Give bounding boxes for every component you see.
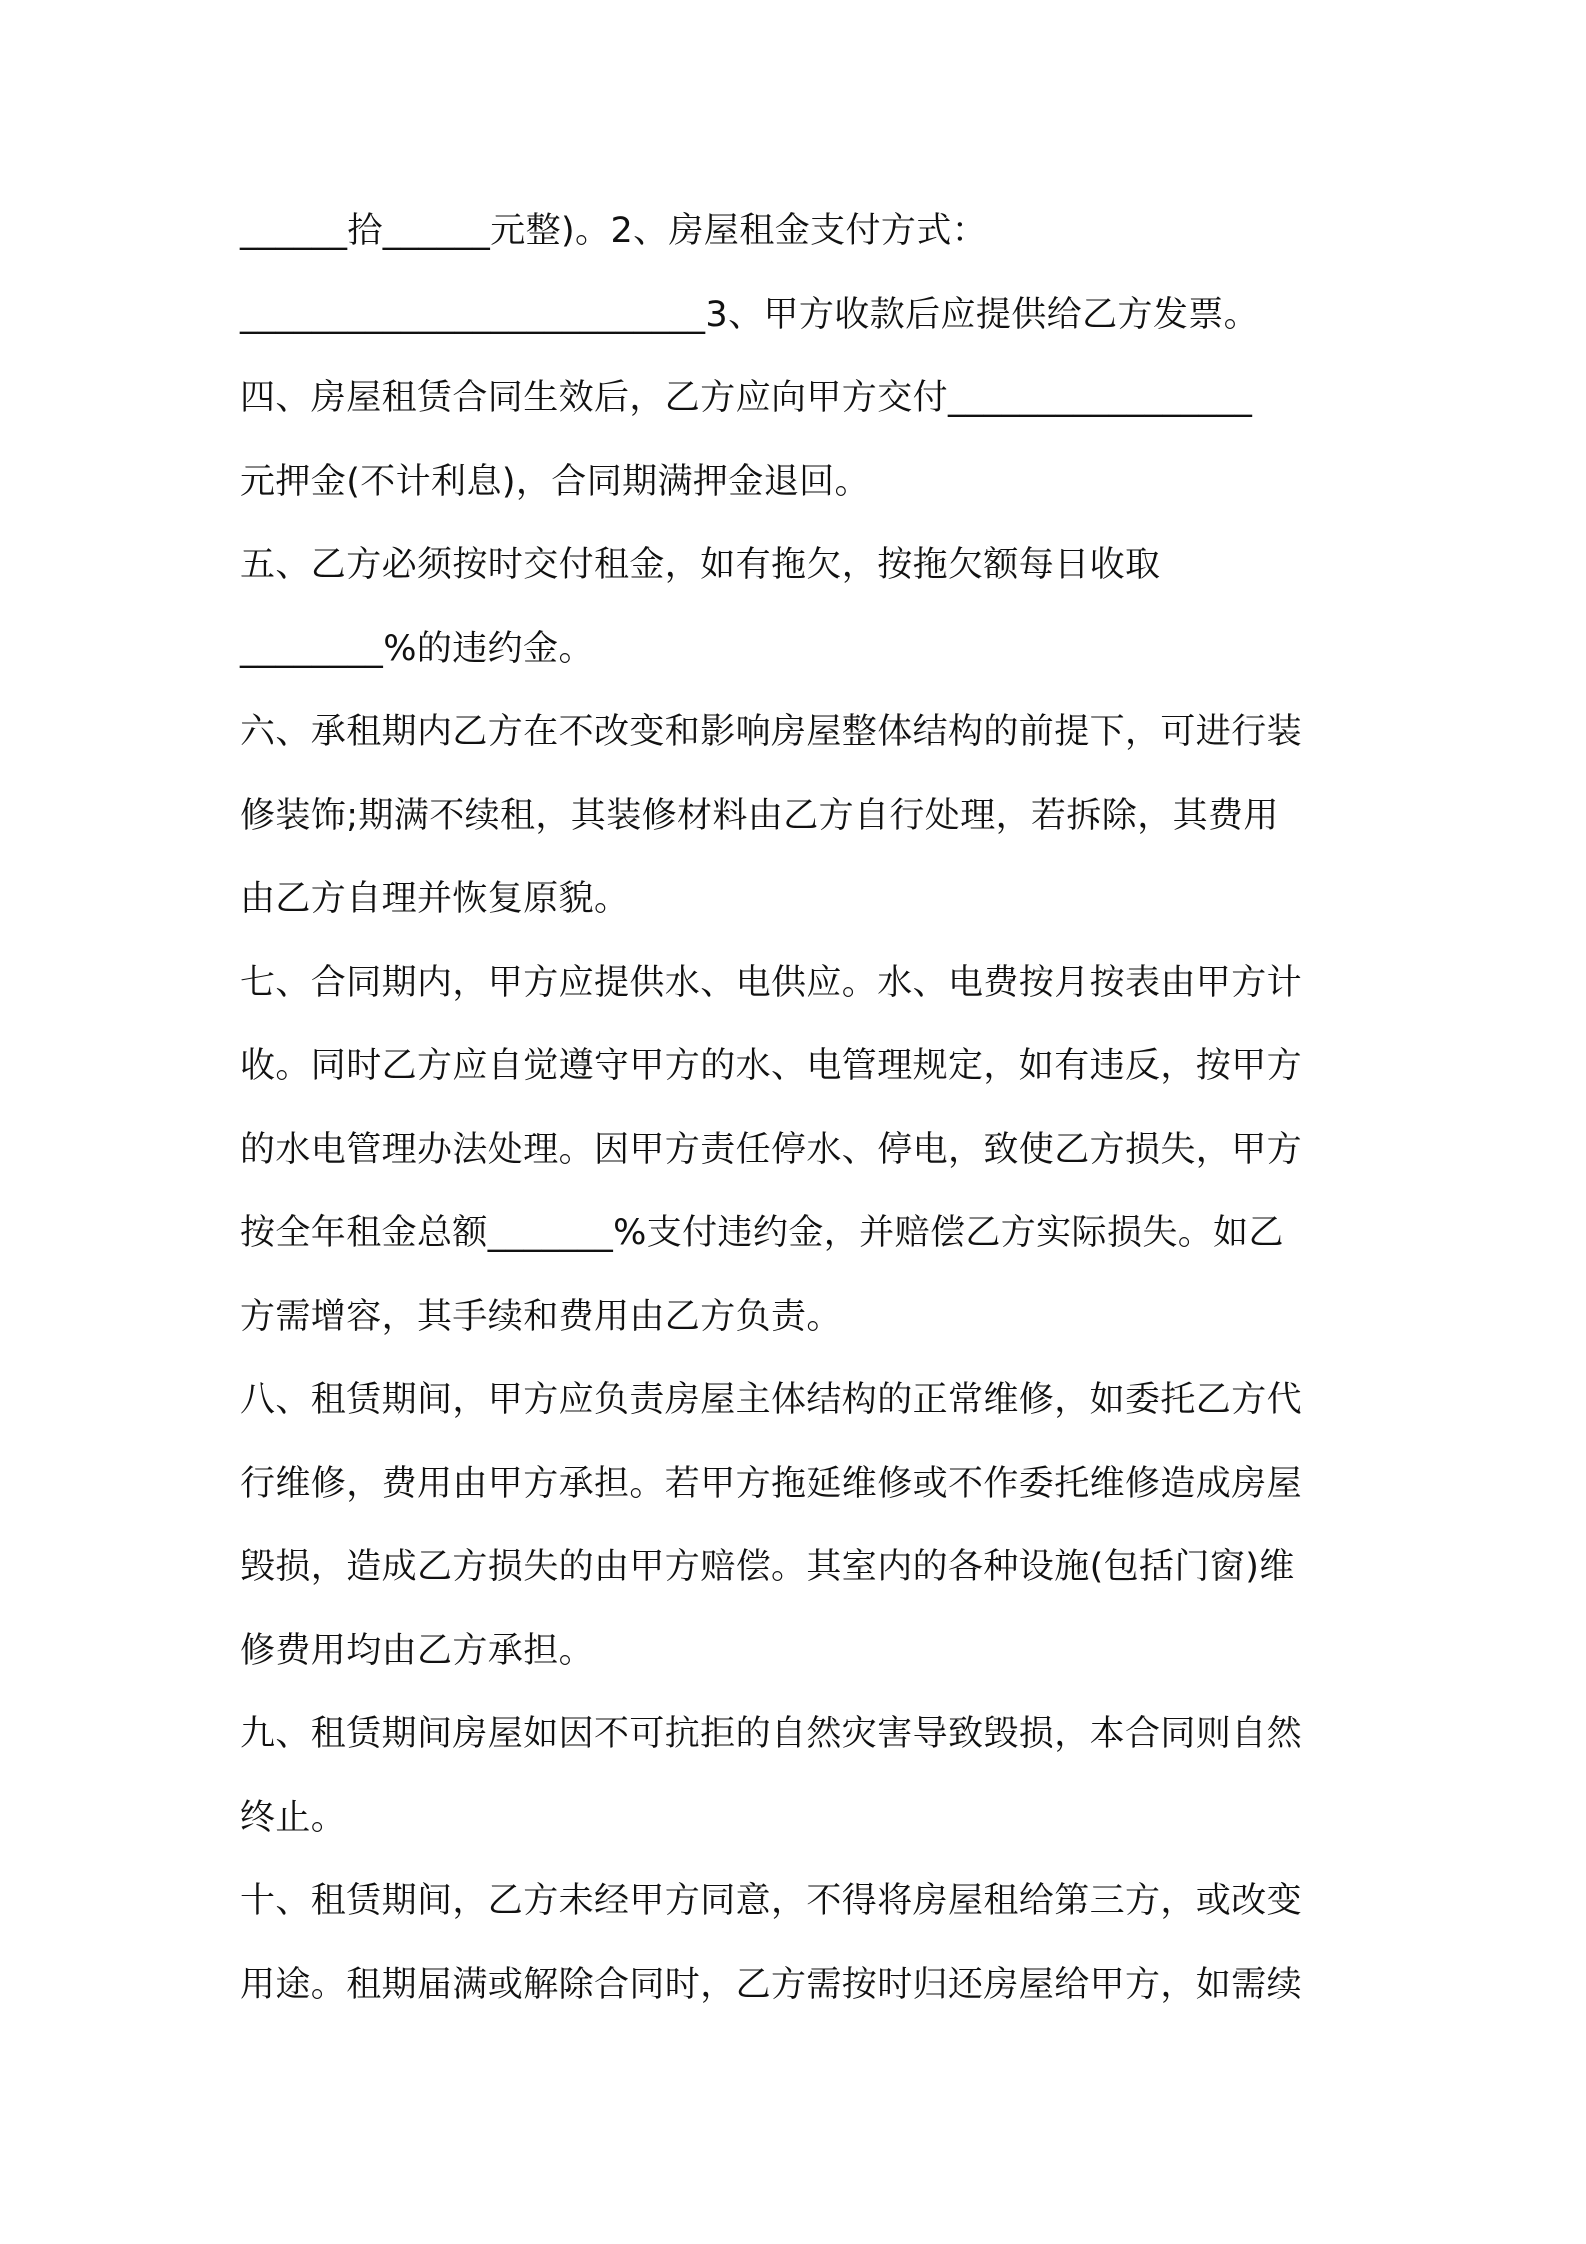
text-line: 用途。租期届满或解除合同时，乙方需按时归还房屋给甲方，如需续 — [240, 1964, 1303, 2005]
text-line: 修费用均由乙方承担。 — [240, 1630, 595, 1671]
text-line: 六、承租期内乙方在不改变和影响房屋整体结构的前提下，可进行装 — [240, 712, 1303, 752]
text-line: 由乙方自理并恢复原貌。 — [240, 879, 630, 919]
contract-body — [240, 190, 1360, 2027]
text-line: 按全年租金总额_______%支付违约金，并赔偿乙方实际损失。如乙 — [240, 1213, 1284, 1253]
text-line: 收。同时乙方应自觉遵守甲方的水、电管理规定，如有违反，按甲方 — [240, 1046, 1303, 1086]
text-line: 终止。 — [240, 1797, 347, 1838]
text-line: 修装饰;期满不续租，其装修材料由乙方自行处理，若拆除，其费用 — [240, 795, 1279, 836]
text-line: 四、房屋租赁合同生效后，乙方应向甲方交付_________________ — [240, 378, 1253, 418]
text-line: ______拾______元整)。2、房屋租金支付方式： — [240, 211, 988, 251]
text-line: 五、乙方必须按时交付租金，如有拖欠，按拖欠额每日收取 — [240, 545, 1161, 585]
text-line: 行维修，费用由甲方承担。若甲方拖延维修或不作委托维修造成房屋 — [240, 1463, 1303, 1504]
text-line: __________________________3、甲方收款后应提供给乙方发票。 — [240, 294, 1260, 335]
text-line: 元押金(不计利息)，合同期满押金退回。 — [240, 461, 870, 502]
text-line: ________%的违约金。 — [240, 628, 594, 669]
text-line: 的水电管理办法处理。因甲方责任停水、停电，致使乙方损失，甲方 — [240, 1129, 1303, 1170]
text-line: 十、租赁期间，乙方未经甲方同意，不得将房屋租给第三方，或改变 — [240, 1881, 1303, 1921]
text-line: 方需增容，其手续和费用由乙方负责。 — [240, 1296, 842, 1337]
text-line: 九、租赁期间房屋如因不可抗拒的自然灾害导致毁损，本合同则自然 — [240, 1714, 1303, 1754]
text-line: 七、合同期内，甲方应提供水、电供应。水、电费按月按表由甲方计 — [240, 962, 1303, 1003]
text-line: 毁损，造成乙方损失的由甲方赔偿。其室内的各种设施(包括门窗)维 — [240, 1547, 1295, 1587]
text-line: 八、租赁期间，甲方应负责房屋主体结构的正常维修，如委托乙方代 — [240, 1380, 1303, 1420]
